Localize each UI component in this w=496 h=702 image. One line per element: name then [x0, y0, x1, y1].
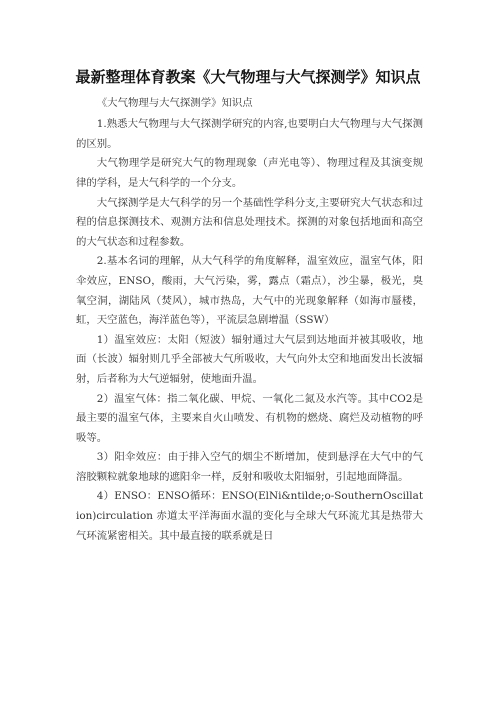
body-paragraph: 大气探测学是大气科学的另一个基础性学科分支,主要研究大气状态和过程的信息探测技术、观测方法和信息处理技术。探测的对象包括地面和高空的大气状态和过程参数。: [76, 196, 423, 248]
body-paragraph: 1）温室效应：太阳（短波）辐射通过大气层到达地面并被其吸收，地面（长波）辐射则几乎全部被大气所吸收，大气向外太空和地面发出长波辐射，后者称为大气逆辐射，使地面升温。: [76, 333, 423, 385]
body-paragraph: 2.基本名词的理解，从大气科学的角度解释，温室效应，温室气体，阳伞效应，ENSO，酸雨，大气污染，雾，露点（霜点），沙尘暴，极光，臭氧空洞，湖陆风（焚风），城市热岛，大气中的光现象解释（如海市蜃楼，虹，天空蓝色，海洋蓝色等），平流层急剧增温（SSW）: [76, 255, 423, 327]
subtitle-paragraph: 《大气物理与大气探测学》知识点: [96, 97, 253, 109]
document-body: [76, 94, 423, 546]
body-paragraph: 3）阳伞效应：由于排入空气的烟尘不断增加，使到悬浮在大气中的气溶胶颗粒就象地球的遮阳伞一样，反射和吸收太阳辐射，引起地面降温。: [76, 451, 423, 483]
body-paragraph: 1.熟悉大气物理与大气探测学研究的内容,也要明白大气物理与大气探测的区别。: [76, 118, 423, 150]
body-paragraph: 4）ENSO：ENSO循环：ENSO(ElNi&ntilde;o-SouthernOscillation)circulation 赤道太平洋海面水温的变化与全球大气环流尤其是热带大气环流紧密相关。其中最直接的联系就是日: [76, 490, 423, 542]
document-title: 最新整理体育教案《大气物理与大气探测学》知识点: [75, 68, 421, 86]
body-paragraph: 2）温室气体：指二氧化碳、甲烷、一氧化二氮及水汽等。其中CO2是最主要的温室气体，主要来自火山喷发、有机物的燃烧、腐烂及动植物的呼吸等。: [76, 392, 423, 444]
body-paragraph: 大气物理学是研究大气的物理现象（声光电等）、物理过程及其演变规律的学科，是大气科学的一个分支。: [76, 157, 423, 189]
